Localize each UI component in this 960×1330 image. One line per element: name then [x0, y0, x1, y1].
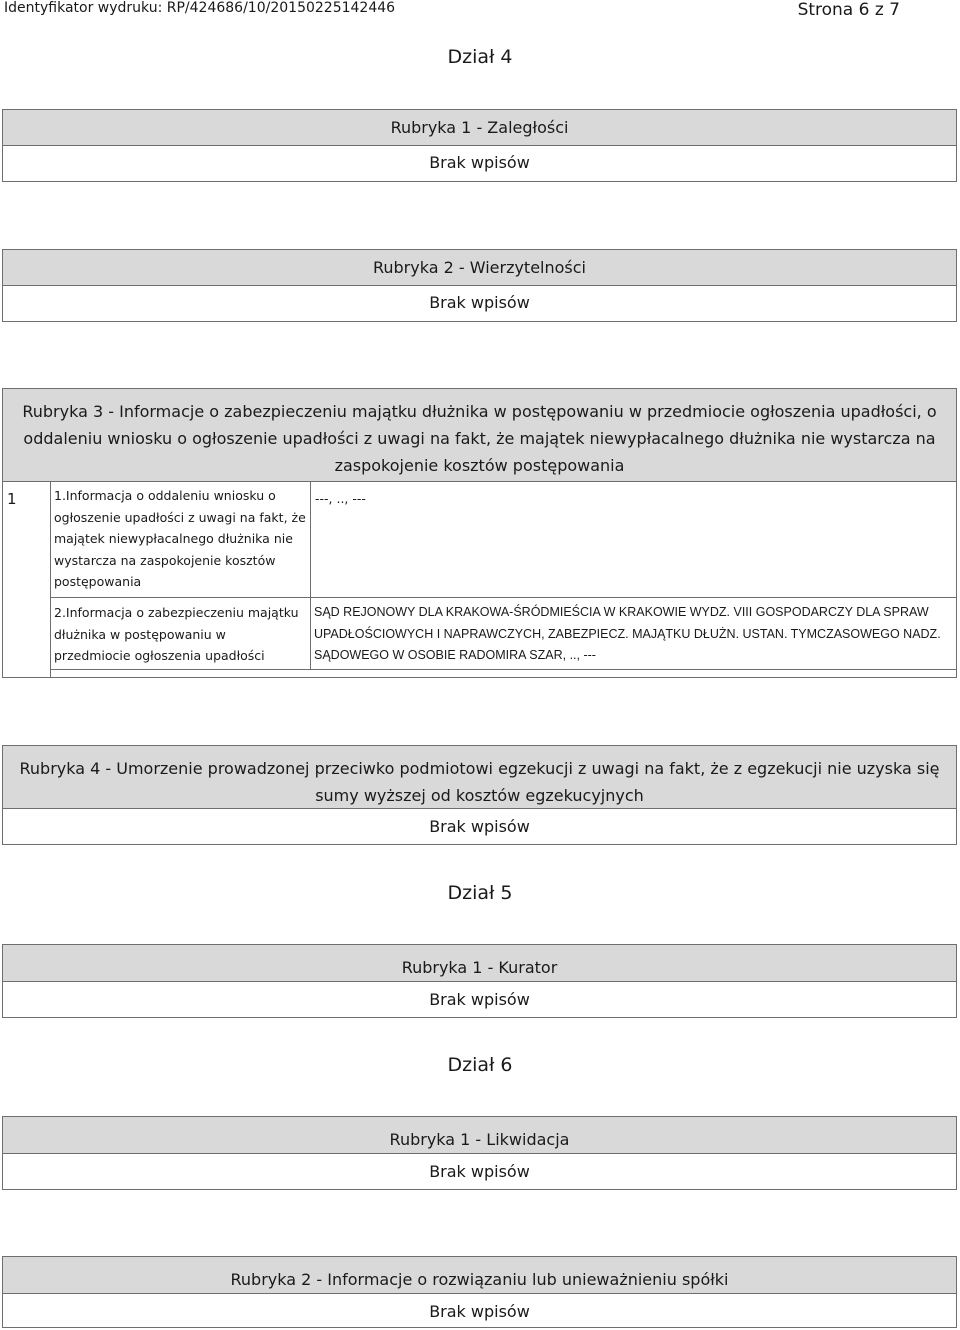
column-divider: [50, 481, 51, 677]
rubryka-box-kurator: [2, 944, 957, 1018]
row-divider: [50, 597, 956, 598]
rubryka-box-wierzytelnosci: [2, 249, 957, 322]
rubryka-body: Brak wpisów: [429, 1162, 530, 1181]
rubryka-title: Rubryka 1 - Likwidacja: [3, 1117, 956, 1154]
field-label-zabezpieczenie: 2.Informacja o zabezpieczeniu majątku dłużnika w postępowaniu w przedmiocie ogłoszenia upadłości: [54, 605, 299, 663]
field-label-oddalenie: 1.Informacja o oddaleniu wniosku o ogłoszenie upadłości z uwagi na fakt, że majątek niewypłacalnego dłużnika nie wystarcza na zaspokojenie kosztów postępowania: [54, 488, 306, 589]
row-divider: [50, 669, 956, 670]
section-title-dzial-5: Dział 5: [447, 882, 513, 904]
rubryka-title: [3, 746, 956, 809]
rubryka-title-line: oddaleniu wniosku o ogłoszenie upadłości z uwagi na fakt, że majątek niewypłacalnego dłużnika nie wystarcza na: [23, 429, 936, 448]
rubryka-title: Rubryka 2 - Informacje o rozwiązaniu lub unieważnieniu spółki: [3, 1257, 956, 1294]
column-divider: [310, 481, 311, 669]
rubryka-title-line: Rubryka 4 - Umorzenie prowadzonej przeciwko podmiotowi egzekucji z uwagi na fakt, że z egzekucji nie uzyska się: [19, 759, 940, 778]
rubryka-body: Brak wpisów: [429, 153, 530, 172]
rubryka-body: Brak wpisów: [429, 1302, 530, 1321]
rubryka-box-zaleglosci: [2, 109, 957, 182]
rubryka-body: Brak wpisów: [429, 293, 530, 312]
print-identifier: Identyfikator wydruku: RP/424686/10/20150225142446: [4, 0, 396, 16]
page-number: Strona 6 z 7: [797, 0, 900, 20]
rubryka-title: [3, 389, 956, 482]
rubryka-box-umorzenie-egzekucji: [2, 745, 957, 845]
field-value-oddalenie: ---, .., ---: [315, 491, 366, 506]
rubryka-title-line: Rubryka 3 - Informacje o zabezpieczeniu majątku dłużnika w postępowaniu w przedmiocie ogłoszenia upadłości, o: [22, 402, 937, 421]
section-title-dzial-6: Dział 6: [447, 1054, 513, 1076]
rubryka-title-line: sumy wyższej od kosztów egzekucyjnych: [315, 786, 644, 805]
rubryka-body: Brak wpisów: [429, 990, 530, 1009]
rubryka-title: Rubryka 1 - Zaległości: [3, 110, 956, 146]
section-title-dzial-4: Dział 4: [447, 46, 513, 68]
rubryka-box-zabezpieczenie: [2, 388, 957, 678]
rubryka-box-rozwiazanie-spolki: [2, 1256, 957, 1328]
rubryka-box-likwidacja: [2, 1116, 957, 1190]
row-number: 1: [7, 490, 17, 508]
rubryka-title: Rubryka 2 - Wierzytelności: [3, 250, 956, 286]
rubryka-title: Rubryka 1 - Kurator: [3, 945, 956, 982]
rubryka-title-line: zaspokojenie kosztów postępowania: [334, 456, 625, 475]
field-value-zabezpieczenie: SĄD REJONOWY DLA KRAKOWA-ŚRÓDMIEŚCIA W KRAKOWIE WYDZ. VIII GOSPODARCZY DLA SPRAW UPADŁOŚCIOWYCH I NAPRAWCZYCH, ZABEZPIECZ. MAJĄTKU DŁUŻN. USTAN. TYMCZASOWEGO NADZ. SĄDOWEGO W OSOBIE RADOMIRA SZAR, .., ---: [314, 605, 941, 662]
rubryka-body: Brak wpisów: [429, 817, 530, 836]
